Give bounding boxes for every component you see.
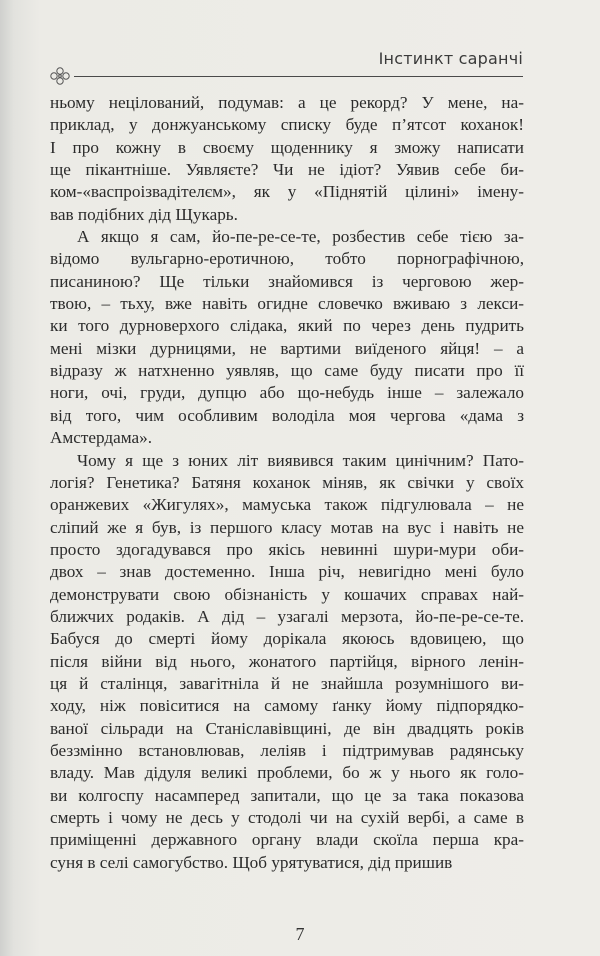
text-line: відразу ж натхненно уявляв, що саме буду писати про її [50,361,524,381]
text-line: вав подібних дід Щукарь. [50,204,238,224]
text-line: ця й сталінця, завагітніла й не знайшла розумнішого ви- [50,673,524,693]
paragraph [50,450,524,875]
text-line: ваної сільради на Станіславівщині, де він двадцять років [50,718,524,738]
text-line: ньому нецілований, подумав: а це рекорд? У мене, на- [50,93,524,112]
text-line: Амстердама». [50,428,153,448]
running-header-title: Інстинкт саранчі [378,49,523,68]
text-line: владу. Мав дідуля великі проблеми, бо ж у нього як голо- [50,763,524,783]
text-line: демонструвати свою обізнаність у кошачих справах най- [50,584,524,604]
text-line: ви колгоспу насамперед запитали, що це за така показова [50,785,524,805]
page-body-text [50,92,524,874]
text-line: смерть і чому не десь у стодолі чи на сухій вербі, а саме в [50,808,524,827]
text-line: твою, – тьху, вже навіть огидне словечко вживаю з лекси- [50,294,524,314]
flourish-icon [49,66,71,86]
text-line: мені мізки дурницями, не вартими виїденого яйця! – а [50,338,524,358]
text-line: Бабуся до смерті йому дорікала якоюсь вдовицею, що [50,629,524,649]
text-line: логія? Генетика? Батяня коханок міняв, як свічки у своїх [50,472,524,492]
text-line: писаниною? Ще тільки знайомився із черговою жер- [50,271,524,291]
text-line: відомо вульгарно-еротичною, тобто порнографічною, [50,249,524,269]
text-line: просто здогадувався про якісь невинні шури-мури оби- [50,539,524,559]
text-line: від того, чим особливим володіла моя чергова «дама з [50,405,524,425]
header-rule [74,76,523,77]
text-line: ходу, ніж повіситися на самому ґанку йому підпорядко- [50,696,524,716]
text-line: ближчих родаків. А дід – узагалі мерзота, йо-пе-ре-се-те. [50,606,524,626]
text-line: сліпий же я був, із першого класу мотав на вус і навіть не [50,517,524,537]
page-number: 7 [295,924,305,944]
text-line: приміщенні державного органу влади скоїла перша кра- [50,830,524,850]
text-line: приклад, у донжуанському списку буде п’ятсот коханок! [50,115,524,135]
text-line: після війни від нього, жонатого партійця, вірного ленін- [50,651,524,671]
text-line: оранжевих «Жигулях», мамуська також підгулювала – не [50,495,524,515]
text-line: ки того дурноверхого слідака, який по через день пудрить [50,316,524,336]
text-line: суня в селі самогубство. Щоб урятуватися, дід пришив [50,852,453,872]
text-line: двох – знав достеменно. Інша річ, невигідно мені було [50,562,524,582]
paragraph [50,92,524,226]
text-line: ноги, очі, груди, дупцю або що-небудь інше – залежало [50,383,524,403]
text-line: ще пікантніше. Уявляєте? Чи не ідіот? Уявив себе би- [50,160,524,180]
text-line: ком-«васпроізвадітелєм», як у «Піднятій цілині» імену- [50,182,524,202]
text-line: А якщо я сам, йо-пе-ре-се-те, розбестив себе тією за- [77,227,524,247]
text-line: Чому я ще з юних літ виявився таким цинічним? Пато- [77,450,524,470]
text-line: беззмінно встановлював, леліяв і підтримував радянську [50,740,524,760]
paragraph [50,226,524,449]
text-line: І про кожну в своєму щоденнику я зможу написати [50,137,524,157]
